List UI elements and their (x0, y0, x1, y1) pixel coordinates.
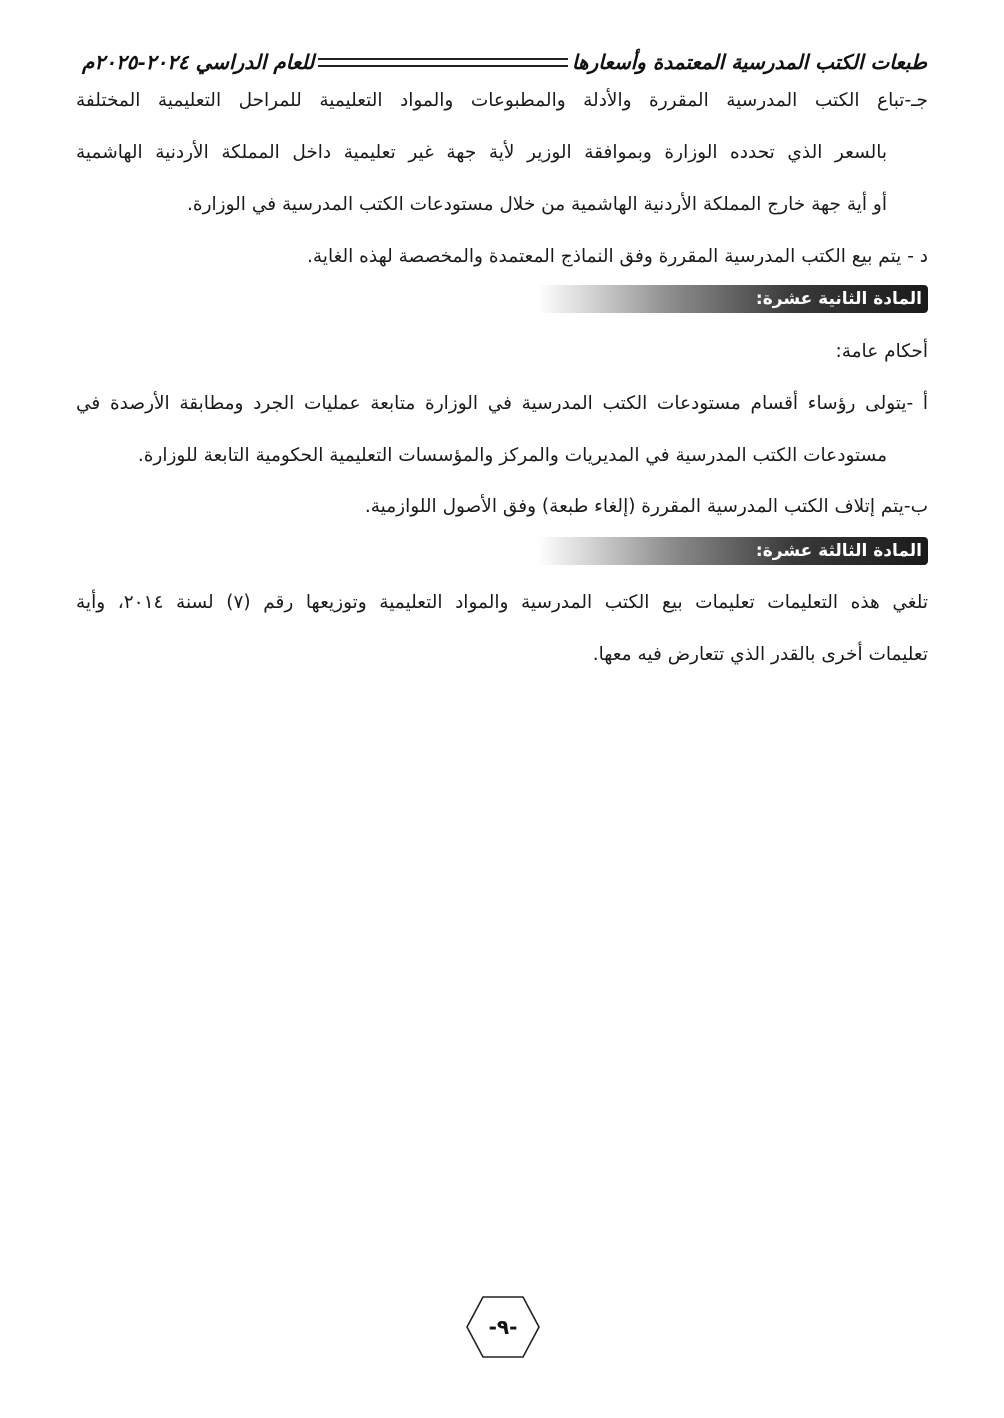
clause-j-line-1: جـ-تباع الكتب المدرسية المقررة والأدلة والمطبوعات والمواد التعليمية للمراحل التعليمية المختلفة (76, 90, 928, 111)
article-13-heading-bar (538, 537, 928, 565)
clause-j-line-3: أو أية جهة خارج المملكة الأردنية الهاشمية من خلال مستودعات الكتب المدرسية في الوزارة. (187, 194, 887, 215)
article-13-heading: المادة الثالثة عشرة: (755, 541, 922, 561)
article-13-line-2: تعليمات أخرى بالقدر الذي تتعارض فيه معها. (592, 644, 928, 665)
clause-j-line-2: بالسعر الذي تحدده الوزارة وبموافقة الوزير لأية جهة غير تعليمية داخل المملكة الأردنية الهاشمية (76, 142, 887, 163)
article-13-line-1: تلغي هذه التعليمات تعليمات بيع الكتب المدرسية والمواد التعليمية وتوزيعها رقم (٧) لسنة ٢٠١٤، وأية (76, 592, 928, 613)
header-academic-year: للعام الدراسي ٢٠٢٤-٢٠٢٥م (82, 50, 315, 74)
article-12-subtitle: أحكام عامة: (835, 341, 928, 362)
article-12-clause-b-line-1: ب-يتم إتلاف الكتب المدرسية المقررة (إلغاء طبعة) وفق الأصول اللوازمية. (364, 496, 928, 517)
article-12-clause-a-line-2: مستودعات الكتب المدرسية في المديريات والمركز والمؤسسات التعليمية الحكومية التابعة للوزارة. (137, 445, 887, 466)
header-title: طبعات الكتب المدرسية المعتمدة وأسعارها (571, 50, 927, 74)
clause-d-line-1: د - يتم بيع الكتب المدرسية المقررة وفق النماذج المعتمدة والمخصصة لهذه الغاية. (307, 246, 928, 267)
page-number: -٩- (488, 1315, 518, 1339)
running-header (82, 44, 927, 80)
article-12-clause-a-line-1: أ -يتولى رؤساء أقسام مستودعات الكتب المدرسية في الوزارة متابعة عمليات الجرد ومطابقة الأرصدة في (76, 393, 928, 414)
article-12-heading-bar (538, 285, 928, 313)
page-number-badge (465, 1295, 541, 1359)
article-12-heading: المادة الثانية عشرة: (755, 289, 922, 309)
header-double-rule (318, 58, 568, 67)
